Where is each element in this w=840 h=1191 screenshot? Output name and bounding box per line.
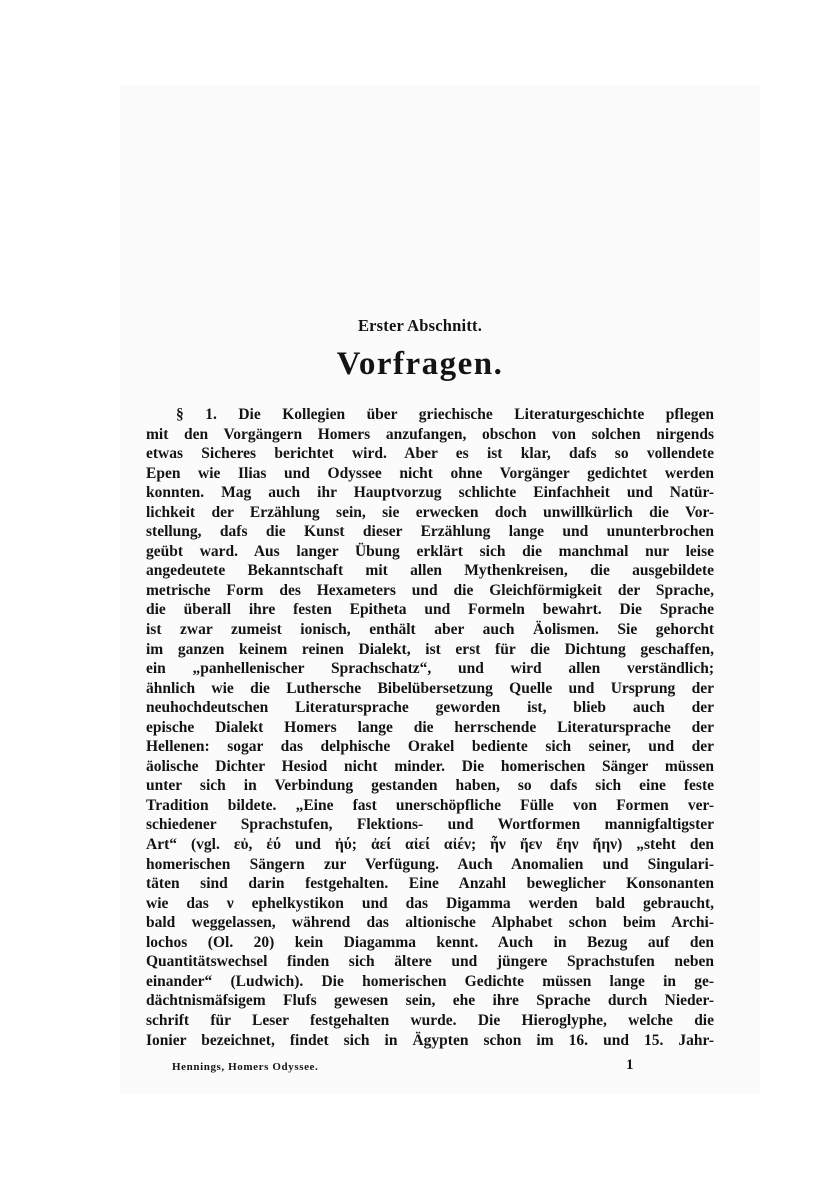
text-line: Art“ (vgl. εὐ, ἐύ und ἠύ; ἀεί αἰεί αἰέν; ἦν ἤεν ἔην ἤην) „steht den (146, 836, 714, 854)
text-line: lichkeit der Erzählung sein, sie erwecken doch unwillkürlich die Vor- (146, 503, 714, 521)
text-line: lochos (Ol. 20) kein Diagamma kennt. Auch in Bezug auf den (146, 933, 714, 951)
text-line: unter sich in Verbindung gestanden haben, so dafs sich eine feste (146, 777, 714, 795)
section-heading: Erster Abschnitt. (357, 316, 483, 335)
text-line: äolische Dichter Hesiod nicht minder. Die homerischen Sänger müssen (146, 757, 714, 775)
text-line: etwas Sicheres berichtet wird. Aber es ist klar, dafs so vollendete (146, 445, 714, 463)
text-line: metrische Form des Hexameters und die Gleichförmigkeit der Sprache, (146, 581, 714, 599)
text-line: Hellenen: sogar das delphische Orakel bediente sich seiner, und der (146, 738, 714, 756)
sheet-signature: 1 (626, 1057, 634, 1073)
text-line: dächtnismäfsigem Flufs gewesen sein, ehe ihre Sprache durch Nieder- (146, 992, 714, 1010)
body-paragraph (146, 405, 714, 1050)
text-line: bald weggelassen, während das altionische Alphabet schon beim Archi- (146, 914, 714, 932)
text-line: ähnlich wie die Luthersche Bibelübersetzung Quelle und Ursprung der (146, 679, 714, 697)
text-line: neuhochdeutschen Literatursprache geworden ist, blieb auch der (146, 699, 714, 717)
text-line: mit den Vorgängern Homers anzufangen, obschon von solchen nirgends (146, 425, 714, 443)
text-line: stellung, dafs die Kunst dieser Erzählung lange und ununterbrochen (146, 523, 714, 541)
text-line: schrift für Leser festgehalten wurde. Die Hieroglyphe, welche die (146, 1011, 714, 1029)
text-line: im ganzen keinem reinen Dialekt, ist erst für die Dichtung geschaffen, (146, 640, 714, 658)
text-line: Tradition bildete. „Eine fast unerschöpfliche Fülle von Formen ver- (146, 796, 714, 814)
text-line: schiedener Sprachstufen, Flektions- und Wortformen mannigfaltigster (146, 816, 714, 834)
text-line: homerischen Sängern zur Verfügung. Auch Anomalien und Singulari- (146, 855, 714, 873)
text-line: epische Dialekt Homers lange die herrschende Literatursprache der (146, 718, 714, 736)
text-line: geübt ward. Aus langer Übung erklärt sich die manchmal nur leise (146, 542, 714, 560)
chapter-title: Vorfragen. (336, 346, 504, 382)
text-line: Ionier bezeichnet, findet sich in Ägypten schon im 16. und 15. Jahr- (146, 1031, 714, 1049)
text-line: Quantitätswechsel finden sich ältere und jüngere Sprachstufen neben (146, 953, 714, 971)
text-line: die überall ihre festen Epitheta und Formeln bewahrt. Die Sprache (146, 601, 714, 619)
running-footer: Hennings, Homers Odyssee. (172, 1061, 319, 1073)
text-line: ist zwar zumeist ionisch, enthält aber auch Äolismen. Sie gehorcht (146, 621, 714, 639)
text-line: Epen wie Ilias und Odyssee nicht ohne Vorgänger gedichtet werden (146, 464, 714, 482)
text-line: angedeutete Bekanntschaft mit allen Mythenkreisen, die ausgebildete (146, 562, 714, 580)
text-line: § 1. Die Kollegien über griechische Literaturgeschichte pflegen (176, 406, 714, 423)
text-line: einander“ (Ludwich). Die homerischen Gedichte müssen lange in ge- (146, 972, 714, 990)
text-line: ein „panhellenischer Sprachschatz“, und wird allen verständlich; (146, 660, 714, 678)
text-line: täten sind darin festgehalten. Eine Anzahl beweglicher Konsonanten (146, 875, 714, 893)
text-line: wie das ν ephelkystikon und das Digamma werden bald gebraucht, (146, 894, 714, 912)
text-line: konnten. Mag auch ihr Hauptvorzug schlichte Einfachheit und Natür- (146, 484, 714, 502)
